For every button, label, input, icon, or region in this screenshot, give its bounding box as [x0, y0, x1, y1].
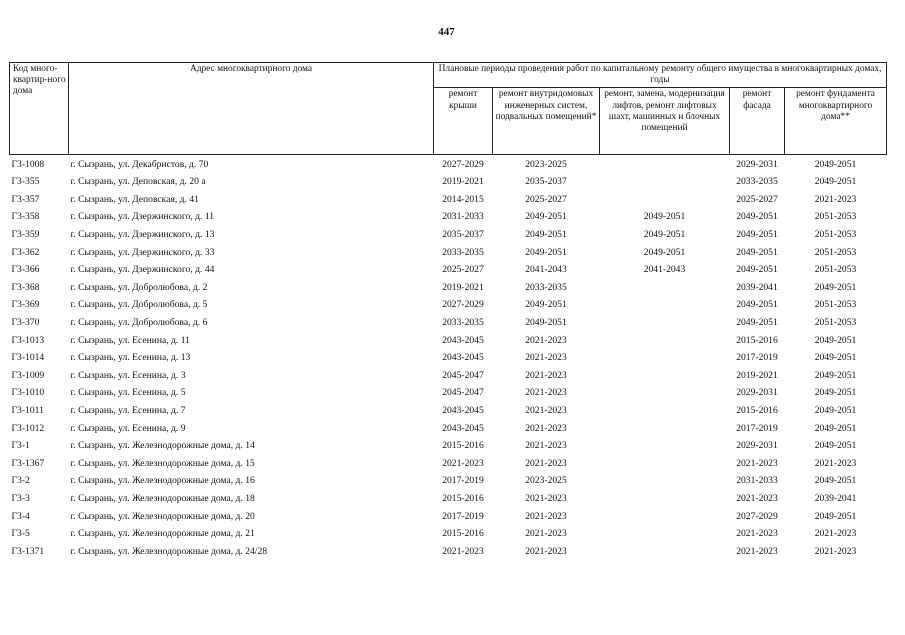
- header-foundation: ремонт фундамента многоквартирного дома**: [785, 88, 887, 155]
- house-code: Г3-369: [11, 299, 40, 311]
- lifts-period: [600, 384, 730, 402]
- lifts-period: [600, 155, 730, 173]
- foundation-period: 2049-2051: [814, 422, 857, 434]
- table-row: [10, 226, 887, 244]
- house-code: Г3-359: [11, 229, 40, 241]
- table-row: [10, 296, 887, 314]
- facade-period: 2029-2031: [736, 440, 778, 452]
- roof-period: 2031-2033: [442, 211, 484, 223]
- table-row: [10, 490, 887, 508]
- house-code: Г3-5: [11, 528, 30, 540]
- lifts-period: [600, 173, 730, 191]
- facade-period: 2021-2023: [736, 457, 778, 469]
- house-code: Г3-368: [11, 281, 40, 293]
- house-code: Г3-1367: [11, 457, 45, 469]
- lifts-period: [600, 279, 730, 297]
- house-address: г. Сызрань, ул. Дзержинского, д. 11: [70, 211, 215, 223]
- facade-period: 2021-2023: [736, 545, 778, 557]
- header-periods: Плановые периоды проведения работ по капитальному ремонту общего имущества в многоквартирных домах, годы: [434, 63, 887, 88]
- lifts-period: [600, 419, 730, 437]
- house-code: Г3-1: [11, 440, 30, 452]
- table-row: [10, 349, 887, 367]
- systems-period: 2021-2023: [525, 492, 567, 504]
- house-code: Г3-1010: [11, 387, 45, 399]
- roof-period: 2014-2015: [442, 193, 484, 205]
- house-code: Г3-1009: [11, 369, 45, 381]
- table-row: [10, 191, 887, 209]
- systems-period: 2023-2025: [525, 158, 567, 170]
- house-address: г. Сызрань, ул. Железнодорожные дома, д. 18: [70, 492, 255, 504]
- facade-period: 2025-2027: [736, 193, 778, 205]
- lifts-period: 2049-2051: [643, 211, 686, 223]
- foundation-period: 2049-2051: [814, 176, 857, 188]
- house-code: Г3-362: [11, 246, 40, 258]
- foundation-period: 2049-2051: [814, 352, 857, 364]
- facade-period: 2017-2019: [736, 422, 778, 434]
- lifts-period: [600, 314, 730, 332]
- table-row: [10, 525, 887, 543]
- lifts-period: [600, 402, 730, 420]
- house-address: г. Сызрань, ул. Декабристов, д. 70: [70, 158, 209, 170]
- house-address: г. Сызрань, ул. Есенина, д. 9: [70, 422, 186, 434]
- table-row: [10, 279, 887, 297]
- house-code: Г3-1012: [11, 422, 45, 434]
- table-row: [10, 314, 887, 332]
- foundation-period: 2039-2041: [814, 492, 857, 504]
- house-address: г. Сызрань, ул. Железнодорожные дома, д. 16: [70, 475, 255, 487]
- header-code: Код много-квартир-ного дома: [10, 63, 69, 155]
- roof-period: 2043-2045: [442, 405, 484, 417]
- lifts-period: [600, 437, 730, 455]
- systems-period: 2049-2051: [525, 299, 567, 311]
- house-code: Г3-4: [11, 510, 30, 522]
- roof-period: 2043-2045: [442, 352, 484, 364]
- roof-period: 2043-2045: [442, 334, 484, 346]
- facade-period: 2033-2035: [736, 176, 778, 188]
- systems-period: 2049-2051: [525, 317, 567, 329]
- table-row: [10, 542, 887, 560]
- house-code: Г3-355: [11, 176, 40, 188]
- page-number: 447: [438, 26, 455, 38]
- lifts-period: 2049-2051: [643, 229, 686, 241]
- systems-period: 2021-2023: [525, 528, 567, 540]
- lifts-period: [600, 490, 730, 508]
- roof-period: 2021-2023: [442, 457, 484, 469]
- house-address: г. Сызрань, ул. Железнодорожные дома, д. 21: [70, 528, 255, 540]
- house-code: Г3-3: [11, 492, 30, 504]
- house-address: г. Сызрань, ул. Железнодорожные дома, д. 20: [70, 510, 255, 522]
- systems-period: 2021-2023: [525, 510, 567, 522]
- lifts-period: [600, 296, 730, 314]
- facade-period: 2049-2051: [736, 317, 778, 329]
- facade-period: 2049-2051: [736, 211, 778, 223]
- lifts-period: [600, 542, 730, 560]
- systems-period: 2021-2023: [525, 457, 567, 469]
- header-roof: ремонт крыши: [434, 88, 493, 155]
- systems-period: 2049-2051: [525, 211, 567, 223]
- table-row: [10, 507, 887, 525]
- lifts-period: 2041-2043: [643, 264, 686, 276]
- foundation-period: 2051-2053: [814, 211, 857, 223]
- house-address: г. Сызрань, ул. Деповская, д. 20 а: [70, 176, 206, 188]
- house-code: Г3-366: [11, 264, 40, 276]
- house-code: Г3-357: [11, 193, 40, 205]
- header-systems: ремонт внутридомовых инженерных систем, подвальных помещений*: [493, 88, 600, 155]
- table-row: [10, 173, 887, 191]
- roof-period: 2025-2027: [442, 264, 484, 276]
- foundation-period: 2049-2051: [814, 440, 857, 452]
- house-address: г. Сызрань, ул. Есенина, д. 13: [70, 352, 191, 364]
- house-address: г. Сызрань, ул. Железнодорожные дома, д. 24/28: [70, 545, 268, 557]
- table-row: [10, 437, 887, 455]
- table-body: [10, 155, 887, 560]
- house-address: г. Сызрань, ул. Есенина, д. 11: [70, 334, 190, 346]
- facade-period: 2049-2051: [736, 229, 778, 241]
- house-code: Г3-358: [11, 211, 40, 223]
- facade-period: 2049-2051: [736, 264, 778, 276]
- table-row: [10, 419, 887, 437]
- facade-period: 2021-2023: [736, 492, 778, 504]
- foundation-period: 2051-2053: [814, 246, 857, 258]
- systems-period: 2041-2043: [525, 264, 567, 276]
- roof-period: 2033-2035: [442, 246, 484, 258]
- house-address: г. Сызрань, ул. Дзержинского, д. 44: [70, 264, 215, 276]
- lifts-period: [600, 191, 730, 209]
- facade-period: 2029-2031: [736, 158, 778, 170]
- table-row: [10, 472, 887, 490]
- lifts-period: [600, 525, 730, 543]
- house-address: г. Сызрань, ул. Дзержинского, д. 33: [70, 246, 215, 258]
- foundation-period: 2021-2023: [814, 193, 857, 205]
- facade-period: 2029-2031: [736, 387, 778, 399]
- roof-period: 2019-2021: [442, 176, 484, 188]
- house-code: Г3-1013: [11, 334, 45, 346]
- table-row: [10, 208, 887, 226]
- roof-period: 2043-2045: [442, 422, 484, 434]
- systems-period: 2049-2051: [525, 229, 567, 241]
- table-row: [10, 261, 887, 279]
- foundation-period: 2021-2023: [814, 528, 857, 540]
- house-address: г. Сызрань, ул. Есенина, д. 5: [70, 387, 186, 399]
- roof-period: 2035-2037: [442, 229, 484, 241]
- foundation-period: 2051-2053: [814, 229, 857, 241]
- table-row: [10, 155, 887, 173]
- table-row: [10, 402, 887, 420]
- systems-period: 2021-2023: [525, 422, 567, 434]
- lifts-period: [600, 331, 730, 349]
- facade-period: 2039-2041: [736, 281, 778, 293]
- systems-period: 2033-2035: [525, 281, 567, 293]
- systems-period: 2021-2023: [525, 387, 567, 399]
- roof-period: 2021-2023: [442, 545, 484, 557]
- systems-period: 2021-2023: [525, 545, 567, 557]
- systems-period: 2023-2025: [525, 475, 567, 487]
- facade-period: 2017-2019: [736, 352, 778, 364]
- roof-period: 2017-2019: [442, 475, 484, 487]
- roof-period: 2017-2019: [442, 510, 484, 522]
- table-row: [10, 367, 887, 385]
- repair-schedule-table: [9, 62, 887, 560]
- foundation-period: 2051-2053: [814, 317, 857, 329]
- systems-period: 2021-2023: [525, 440, 567, 452]
- house-code: Г3-1011: [11, 405, 44, 417]
- lifts-period: [600, 367, 730, 385]
- header-facade: ремонт фасада: [730, 88, 785, 155]
- roof-period: 2045-2047: [442, 369, 484, 381]
- lifts-period: [600, 507, 730, 525]
- house-address: г. Сызрань, ул. Есенина, д. 3: [70, 369, 186, 381]
- header-address: Адрес многоквартирного дома: [69, 63, 434, 155]
- header-lifts: ремонт, замена, модернизация лифтов, ремонт лифтовых шахт, машинных и блочных помещений: [600, 88, 730, 155]
- lifts-period: 2049-2051: [643, 246, 686, 258]
- lifts-period: [600, 349, 730, 367]
- table-row: [10, 331, 887, 349]
- systems-period: 2021-2023: [525, 405, 567, 417]
- table-row: [10, 243, 887, 261]
- foundation-period: 2049-2051: [814, 281, 857, 293]
- systems-period: 2049-2051: [525, 246, 567, 258]
- house-address: г. Сызрань, ул. Добролюбова, д. 6: [70, 317, 208, 329]
- foundation-period: 2049-2051: [814, 510, 857, 522]
- lifts-period: [600, 472, 730, 490]
- roof-period: 2045-2047: [442, 387, 484, 399]
- house-address: г. Сызрань, ул. Железнодорожные дома, д. 15: [70, 457, 255, 469]
- roof-period: 2027-2029: [442, 158, 484, 170]
- systems-period: 2021-2023: [525, 352, 567, 364]
- foundation-period: 2021-2023: [814, 457, 857, 469]
- table-header: [10, 63, 887, 155]
- facade-period: 2015-2016: [736, 405, 778, 417]
- facade-period: 2049-2051: [736, 246, 778, 258]
- systems-period: 2021-2023: [525, 369, 567, 381]
- foundation-period: 2049-2051: [814, 475, 857, 487]
- facade-period: 2027-2029: [736, 510, 778, 522]
- table-row: [10, 384, 887, 402]
- roof-period: 2015-2016: [442, 492, 484, 504]
- foundation-period: 2051-2053: [814, 299, 857, 311]
- facade-period: 2019-2021: [736, 369, 778, 381]
- house-address: г. Сызрань, ул. Есенина, д. 7: [70, 405, 186, 417]
- house-address: г. Сызрань, ул. Железнодорожные дома, д. 14: [70, 440, 255, 452]
- table-row: [10, 455, 887, 473]
- foundation-period: 2051-2053: [814, 264, 857, 276]
- systems-period: 2025-2027: [525, 193, 567, 205]
- lifts-period: [600, 455, 730, 473]
- systems-period: 2035-2037: [525, 176, 567, 188]
- house-code: Г3-1371: [11, 545, 45, 557]
- foundation-period: 2049-2051: [814, 158, 857, 170]
- roof-period: 2015-2016: [442, 440, 484, 452]
- house-code: Г3-1014: [11, 352, 45, 364]
- house-code: Г3-1008: [11, 158, 45, 170]
- house-address: г. Сызрань, ул. Добролюбова, д. 2: [70, 281, 208, 293]
- roof-period: 2027-2029: [442, 299, 484, 311]
- foundation-period: 2049-2051: [814, 405, 857, 417]
- foundation-period: 2049-2051: [814, 334, 857, 346]
- roof-period: 2033-2035: [442, 317, 484, 329]
- systems-period: 2021-2023: [525, 334, 567, 346]
- house-code: Г3-2: [11, 475, 30, 487]
- house-address: г. Сызрань, ул. Деповская, д. 41: [70, 193, 199, 205]
- facade-period: 2015-2016: [736, 334, 778, 346]
- roof-period: 2019-2021: [442, 281, 484, 293]
- foundation-period: 2049-2051: [814, 387, 857, 399]
- house-code: Г3-370: [11, 317, 40, 329]
- foundation-period: 2049-2051: [814, 369, 857, 381]
- foundation-period: 2021-2023: [814, 545, 857, 557]
- roof-period: 2015-2016: [442, 528, 484, 540]
- house-address: г. Сызрань, ул. Дзержинского, д. 13: [70, 229, 215, 241]
- facade-period: 2021-2023: [736, 528, 778, 540]
- house-address: г. Сызрань, ул. Добролюбова, д. 5: [70, 299, 208, 311]
- facade-period: 2049-2051: [736, 299, 778, 311]
- facade-period: 2031-2033: [736, 475, 778, 487]
